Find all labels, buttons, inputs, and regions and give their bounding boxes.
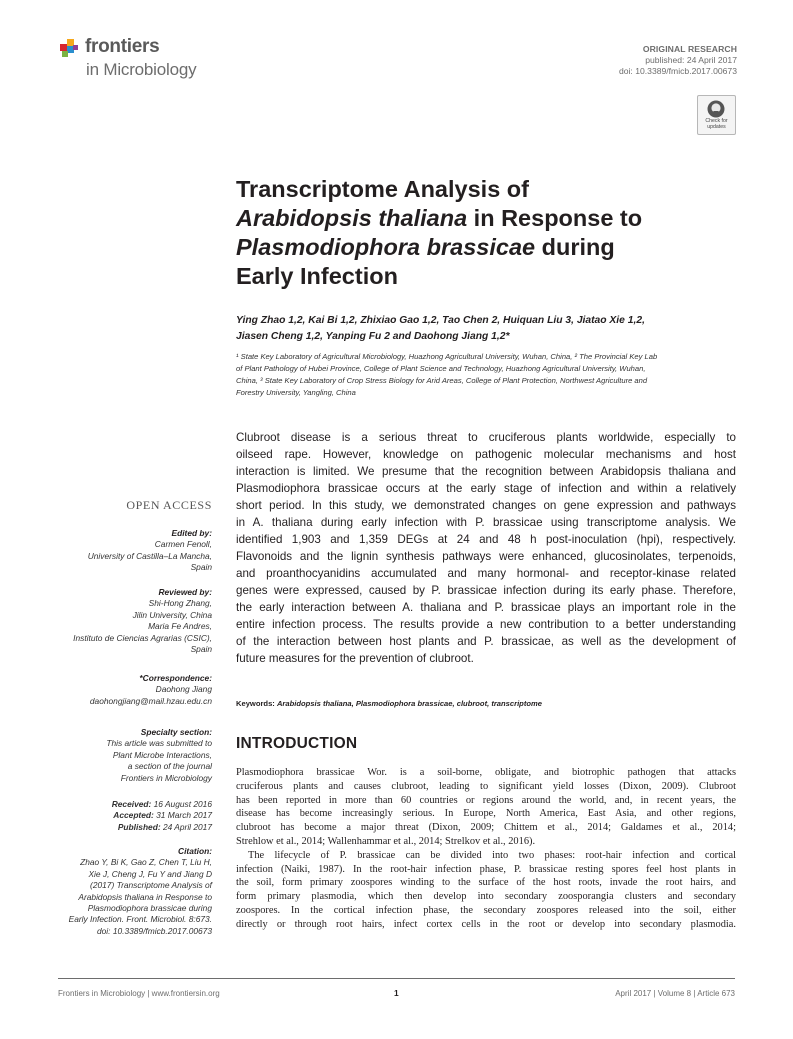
citation-doi[interactable]: doi: 10.3389/fmicb.2017.00673 xyxy=(96,925,212,936)
footer-divider xyxy=(58,978,735,979)
citation-line: Plasmodiophora brassicae during xyxy=(87,903,212,914)
abstract-line: interaction is limited. We presume that the recognition between Arabidopsis thaliana and xyxy=(236,465,736,478)
abstract-line: in A. thaliana during early infection with P. brassicae using transcriptome analysis. We xyxy=(236,516,736,529)
specialty-section xyxy=(0,727,212,784)
accepted-date: Accepted: 31 March 2017 xyxy=(113,810,212,821)
title-line: Transcriptome Analysis of xyxy=(236,176,529,202)
body-line: The lifecycle of P. brassicae can be divided into two phases: root-hair infection and cortical xyxy=(248,849,736,861)
abstract-line: Plasmodiophora brassicae occurs at the early stage of infection and within a relatively xyxy=(236,482,736,495)
affiliation-line: of Plant Pathology of Hubei Province, College of Plant Science and Technology, Huazhong Agricultural University, Wuhan, xyxy=(236,364,646,373)
journal-logo[interactable] xyxy=(58,34,228,84)
introduction-body xyxy=(236,766,736,932)
body-line: zoospores. In the cortical infection phase, the secondary zoospores released into the soil, either xyxy=(236,904,736,916)
reviewer-line: Jilin University, China xyxy=(132,609,212,620)
specialty-heading: Specialty section: xyxy=(140,727,212,737)
correspondence-email[interactable]: daohongjiang@mail.hzau.edu.cn xyxy=(89,695,212,706)
journal-name-sub: in Microbiology xyxy=(86,60,197,79)
author-list xyxy=(236,313,736,345)
affiliations xyxy=(236,351,736,399)
body-line: infection (Naiki, 1987). In the root-hair infection phase, P. brassicae resting spores feel host plants in xyxy=(236,863,736,875)
keywords xyxy=(236,699,736,708)
abstract-line: entire infection process. The results provide a new contribution to a better understanding xyxy=(236,618,736,631)
author-line[interactable]: Ying Zhao 1,2, Kai Bi 1,2, Zhixiao Gao 1,2, Tao Chen 2, Huiquan Liu 3, Jiatao Xie 1,2, xyxy=(236,315,645,326)
citation-line: Zhao Y, Bi K, Gao Z, Chen T, Liu H, xyxy=(80,857,212,868)
page-number: 1 xyxy=(394,988,399,998)
reviewed-by-section xyxy=(0,587,212,655)
reviewer-line[interactable]: Shi-Hong Zhang, xyxy=(148,598,212,609)
body-line: form primary plasmodia, which then develop into secondary zoosporangia clusters and secondary xyxy=(236,891,736,903)
footer-issue-info: April 2017 | Volume 8 | Article 673 xyxy=(615,989,735,998)
body-line: disease has become increasingly serious. In Europe, North America, East Asia, and other regions, xyxy=(236,808,736,820)
open-access-label: OPEN ACCESS xyxy=(126,498,212,512)
article-type: ORIGINAL RESEARCH xyxy=(642,44,737,54)
affiliation-line: Forestry University, Yangling, China xyxy=(236,388,356,397)
specialty-line: Frontiers in Microbiology xyxy=(120,772,212,783)
abstract-line: genes were expressed, caused by P. brassicae infection during its early phase. Therefore, xyxy=(236,584,736,597)
abstract-line: oilseed rape. However, knowledge on pathogenic molecular mechanisms and host xyxy=(236,448,736,461)
dates-section xyxy=(0,799,212,833)
correspondence-name: Daohong Jiang xyxy=(155,684,212,695)
received-date: Received: 16 August 2016 xyxy=(111,799,212,809)
affiliation-line: China, ³ State Key Laboratory of Crop Stress Biology for Arid Areas, College of Plant Protection, Northwest Agriculture and xyxy=(236,376,648,385)
editor-line[interactable]: Carmen Fenoll, xyxy=(154,539,212,550)
body-line: has been reported in more than 60 countries or regions around the world, and, in recent years, the xyxy=(236,794,736,806)
specialty-line: a section of the journal xyxy=(127,761,212,772)
reviewer-line: Spain xyxy=(190,644,212,655)
article-title xyxy=(236,175,736,291)
abstract-line: and proanthocyanidins accumulated and many hormonal- and receptor-kinase related xyxy=(236,567,736,580)
editor-line: University of Castilla–La Mancha, xyxy=(87,550,212,561)
correspondence-heading: *Correspondence: xyxy=(139,673,212,683)
publish-date: published: 24 April 2017 xyxy=(645,55,737,65)
abstract-line: Clubroot disease is a serious threat to cruciferous plants worldwide, especially to xyxy=(236,431,736,444)
abstract-line: the early interaction between A. thaliana and P. brassicae plays an important role in the xyxy=(236,601,736,614)
title-line: Early Infection xyxy=(236,263,398,289)
keywords-list: Arabidopsis thaliana, Plasmodiophora brassicae, clubroot, transcriptome xyxy=(276,699,542,708)
title-line: Plasmodiophora brassicae during xyxy=(236,234,615,260)
abstract-line: of the interaction between host plants and P. brassicae, as well as the development of xyxy=(236,635,736,648)
citation-section xyxy=(0,846,212,937)
reviewer-line: Instituto de Ciencias Agrarias (CSIC), xyxy=(73,632,212,643)
abstract xyxy=(236,429,736,667)
body-line: Strehlow et al., 2014; Wallenhammar et al., 2014; Strelkov et al., 2016). xyxy=(236,835,536,847)
body-line: the soil, form primary zoospores winding to the surface of the host roots, invade the root hairs, and xyxy=(236,877,736,889)
abstract-line: identified 1,903 and 1,359 DEGs at 24 and 48 h post-inoculation (hpi), respectively. xyxy=(236,533,736,546)
reviewer-line[interactable]: Maria Fe Andres, xyxy=(148,621,212,632)
citation-line: Arabidopsis thaliana in Response to xyxy=(78,891,212,902)
published-date: Published: 24 April 2017 xyxy=(117,821,212,832)
edited-by-section xyxy=(0,528,212,574)
keywords-label: Keywords: xyxy=(236,699,275,708)
specialty-line: This article was submitted to xyxy=(106,738,212,749)
footer-journal-link[interactable]: Frontiers in Microbiology | www.frontiersin.org xyxy=(58,989,220,998)
body-line: Plasmodiophora brassicae Wor. is a soil-borne, obligate, and biotrophic pathogen that attacks xyxy=(236,767,736,778)
abstract-line: future measures for the prevention of clubroot. xyxy=(236,652,474,665)
journal-name-brand: frontiers xyxy=(85,36,160,57)
reviewed-by-heading: Reviewed by: xyxy=(158,587,212,597)
specialty-line: Plant Microbe Interactions, xyxy=(112,749,212,760)
abstract-line: Flavonoids and the lignin synthesis pathways were enhanced, glucosinolates, terpenoids, xyxy=(236,550,736,563)
crossmark-icon xyxy=(707,100,725,118)
body-line: directly or through root hairs, infect cortex cells in the root or develop into secondary plasmodia. xyxy=(236,918,736,930)
affiliation-line: ¹ State Key Laboratory of Agricultural Microbiology, Huazhong Agricultural University, Wuhan, China, ² The Provincial Key Lab xyxy=(236,352,658,361)
citation-line: Xie J, Cheng J, Fu Y and Jiang D xyxy=(88,868,212,879)
title-line: Arabidopsis thaliana in Response to xyxy=(236,205,643,231)
body-line: clubroot has become a major threat (Dixon, 2009; Chittem et al., 2014; Galdames et al., 2014; xyxy=(236,822,736,834)
check-for-updates-button[interactable] xyxy=(697,95,736,135)
citation-heading: Citation: xyxy=(178,846,212,856)
article-meta xyxy=(619,44,737,77)
badge-label: Check for updates xyxy=(705,118,728,130)
author-line[interactable]: Jiasen Cheng 1,2, Yanping Fu 2 and Daohong Jiang 1,2* xyxy=(236,331,510,342)
citation-line: (2017) Transcriptome Analysis of xyxy=(90,880,212,891)
introduction-heading: INTRODUCTION xyxy=(236,735,358,752)
edited-by-heading: Edited by: xyxy=(171,528,212,538)
doi[interactable]: doi: 10.3389/fmicb.2017.00673 xyxy=(618,66,737,76)
frontiers-logo-icon xyxy=(58,36,82,60)
correspondence-section xyxy=(0,673,212,707)
citation-line: Early Infection. Front. Microbiol. 8:673. xyxy=(68,914,212,925)
body-line: cruciferous plants and causes clubroot, leading to significant yield losses (Dixon, 2009). Clubroot xyxy=(236,780,736,792)
abstract-line: short period. In this study, we demonstrated changes on gene expression and pathways xyxy=(236,499,736,512)
editor-line: Spain xyxy=(190,562,212,573)
